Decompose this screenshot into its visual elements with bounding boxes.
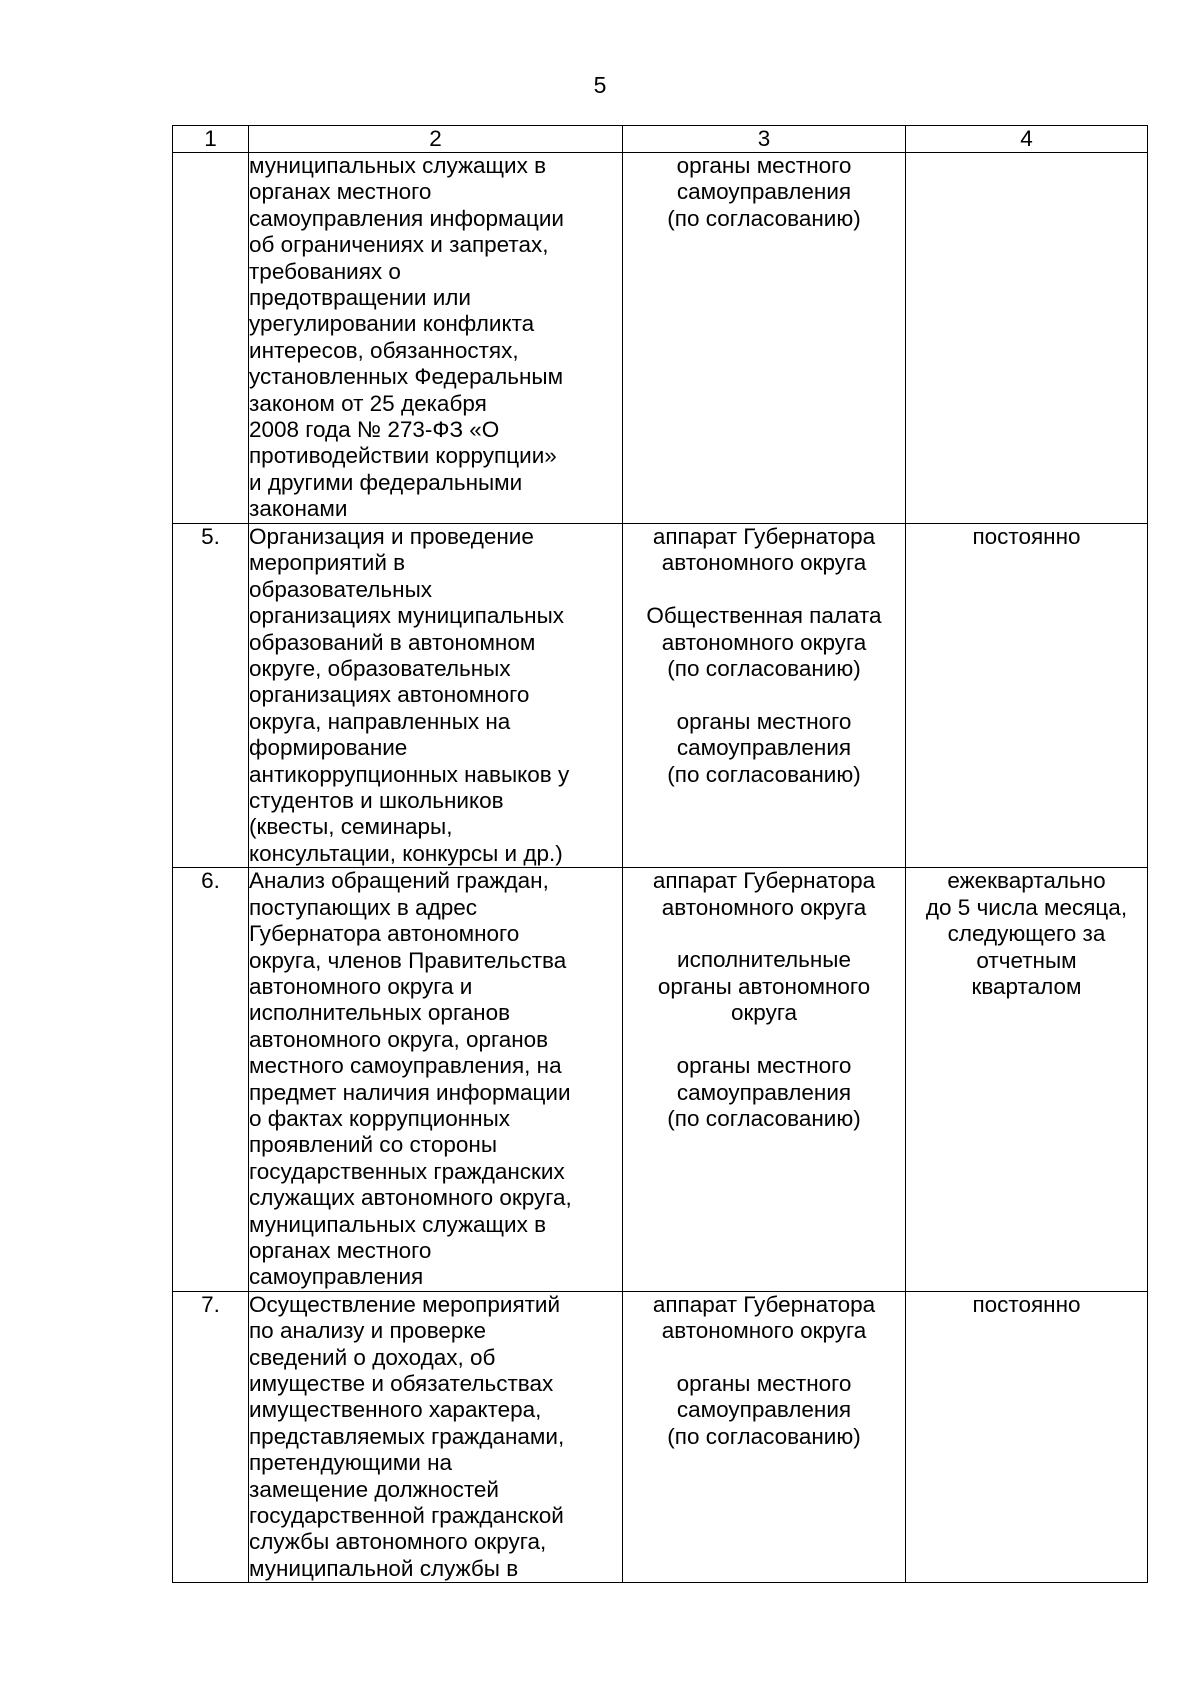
executor-line: самоуправления [676, 735, 852, 761]
executor-line: органы автономного [657, 973, 871, 999]
measure-name-line: Анализ обращений граждан, [249, 868, 549, 894]
executor-line: органы местного [676, 153, 852, 178]
measure-name-line: студентов и школьников [249, 788, 504, 814]
measure-name-line: округе, образовательных [249, 656, 511, 682]
measure-name-line: органах местного [249, 1237, 432, 1263]
executor-line: автономного округа [661, 1318, 867, 1344]
deadline [906, 1291, 1148, 1582]
executors [623, 868, 906, 1292]
column-header-1: 1 [173, 126, 249, 153]
measure-name [249, 1291, 623, 1582]
measure-name-line: государственных гражданских [249, 1158, 565, 1184]
measure-name-line: Губернатора автономного [249, 921, 520, 947]
measure-name-line: образований в автономном [249, 629, 536, 655]
executor-line: аппарат Губернатора [652, 1291, 876, 1317]
measure-name-line: службы автономного округа, [249, 1529, 547, 1555]
measure-name-line: по анализу и проверке [249, 1318, 487, 1344]
measure-name [249, 153, 623, 524]
executor-line: органы местного [676, 1053, 852, 1079]
executor-block [623, 1292, 905, 1345]
executor-block [623, 1371, 905, 1450]
deadline-line: следующего за [947, 921, 1106, 947]
measure-name-line: организациях муниципальных [249, 603, 565, 629]
executor-block [623, 947, 905, 1026]
row-number: 7. [173, 1291, 249, 1582]
measure-name-line: округа, направленных на [249, 708, 511, 734]
table-row [173, 868, 1148, 1292]
measure-name-line: государственной гражданской [249, 1503, 564, 1529]
measure-name-line: самоуправления информации [249, 205, 564, 231]
executor-line: (по согласованию) [667, 1423, 861, 1449]
executor-line: аппарат Губернатора [652, 524, 876, 549]
executor-line: округа [730, 1000, 798, 1026]
measure-name-line: организациях автономного [249, 682, 530, 708]
executors [623, 153, 906, 524]
measure-name-line: об ограничениях и запретах, [249, 232, 549, 258]
measure-name [249, 868, 623, 1292]
measure-name-line: муниципальных служащих в [249, 153, 547, 178]
deadline-line: постоянно [972, 524, 1081, 549]
measure-name-line: имущественного характера, [249, 1397, 542, 1423]
executor-line: автономного округа [661, 550, 867, 576]
executor-block [623, 868, 905, 921]
executor-line: исполнительные [677, 947, 851, 973]
executor-line: самоуправления [676, 179, 852, 205]
measure-name-line: предотвращении или [249, 285, 472, 311]
executor-block [623, 603, 905, 682]
measure-name-line: мероприятий в [249, 550, 406, 576]
measure-name-line: проявлений со стороны [249, 1132, 497, 1158]
measure-name-line: требованиях о [249, 258, 401, 284]
row-number: 6. [173, 868, 249, 1292]
measure-name-line: самоуправления [249, 1264, 424, 1290]
measure-name-line: Осуществление мероприятий [249, 1291, 561, 1317]
measure-name-line: о фактах коррупционных [249, 1105, 511, 1131]
executor-line: аппарат Губернатора [652, 868, 876, 894]
executors [623, 1291, 906, 1582]
deadline-line: ежеквартально [947, 868, 1106, 894]
measure-name-line: автономного округа, органов [249, 1026, 549, 1052]
measure-name-line: законами [249, 496, 348, 522]
table-row [173, 153, 1148, 524]
row-number [173, 153, 249, 524]
measure-name-line: Организация и проведение [249, 524, 534, 549]
executor-block [623, 153, 905, 232]
deadline [906, 153, 1148, 524]
executor-line: Общественная палата [646, 603, 882, 629]
measures-table [172, 125, 1148, 1583]
measure-name-line: законом от 25 декабря [249, 390, 487, 416]
executor-line: органы местного [676, 1370, 852, 1396]
executor-line: автономного округа [661, 894, 867, 920]
column-header-4: 4 [906, 126, 1148, 153]
executor-line: (по согласованию) [667, 205, 861, 231]
measure-name [249, 524, 623, 868]
measure-name-line: автономного округа и [249, 973, 473, 999]
executor-line: органы местного [676, 708, 852, 734]
measure-name-line: сведений о доходах, об [249, 1344, 496, 1370]
measure-name-line: установленных Федеральным [249, 364, 564, 390]
column-header-3: 3 [623, 126, 906, 153]
measure-name-line: антикоррупционных навыков у [249, 761, 570, 787]
measure-name-line: противодействии коррупции» [249, 443, 557, 469]
measure-name-line: имуществе и обязательствах [249, 1371, 554, 1396]
measure-name-line: урегулировании конфликта [249, 311, 535, 337]
measure-name-line: (квесты, семинары, [249, 814, 453, 840]
measure-name-line: исполнительных органов [249, 1000, 511, 1026]
measure-name-line: и другими федеральными [249, 469, 523, 495]
deadline-line: отчетным [976, 947, 1077, 973]
executor-block [623, 1053, 905, 1132]
executor-line: (по согласованию) [667, 656, 861, 682]
table-header-row [173, 126, 1148, 153]
executor-line: (по согласованию) [667, 761, 861, 787]
measure-name-line: местного самоуправления, на [249, 1053, 562, 1079]
executors [623, 524, 906, 868]
measure-name-line: 2008 года № 273-ФЗ «О [249, 417, 500, 443]
measure-name-line: муниципальных служащих в [249, 1211, 547, 1237]
executor-line: самоуправления [676, 1397, 852, 1423]
measure-name-line: представляемых гражданами, [249, 1423, 565, 1449]
measure-name-line: формирование [249, 735, 408, 761]
row-number: 5. [173, 524, 249, 868]
measure-name-line: органах местного [249, 179, 432, 205]
measure-name-line: округа, членов Правительства [249, 947, 567, 973]
executor-line: самоуправления [676, 1079, 852, 1105]
deadline [906, 524, 1148, 868]
measure-name-line: претендующими на [249, 1450, 453, 1476]
deadline-line: до 5 числа месяца, [925, 894, 1128, 920]
measure-name-line: служащих автономного округа, [249, 1185, 572, 1211]
executor-block [623, 709, 905, 788]
executor-line: автономного округа [661, 629, 867, 655]
executor-line: (по согласованию) [667, 1105, 861, 1131]
deadline-line: постоянно [972, 1291, 1081, 1317]
executor-block [623, 524, 905, 577]
measure-name-line: муниципальной службы в [249, 1555, 519, 1581]
measure-name-line: интересов, обязанностях, [249, 337, 519, 363]
measure-name-line: поступающих в адрес [249, 894, 478, 920]
measure-name-line: замещение должностей [249, 1476, 499, 1502]
measure-name-line: образовательных [249, 576, 432, 602]
measure-name-line: консультации, конкурсы и др.) [249, 840, 563, 866]
column-header-2: 2 [249, 126, 623, 153]
deadline [906, 868, 1148, 1292]
page-number: 5 [593, 72, 607, 98]
table-row [173, 1291, 1148, 1582]
table-row [173, 524, 1148, 868]
deadline-line: кварталом [971, 973, 1082, 999]
measure-name-line: предмет наличия информации [249, 1079, 571, 1105]
